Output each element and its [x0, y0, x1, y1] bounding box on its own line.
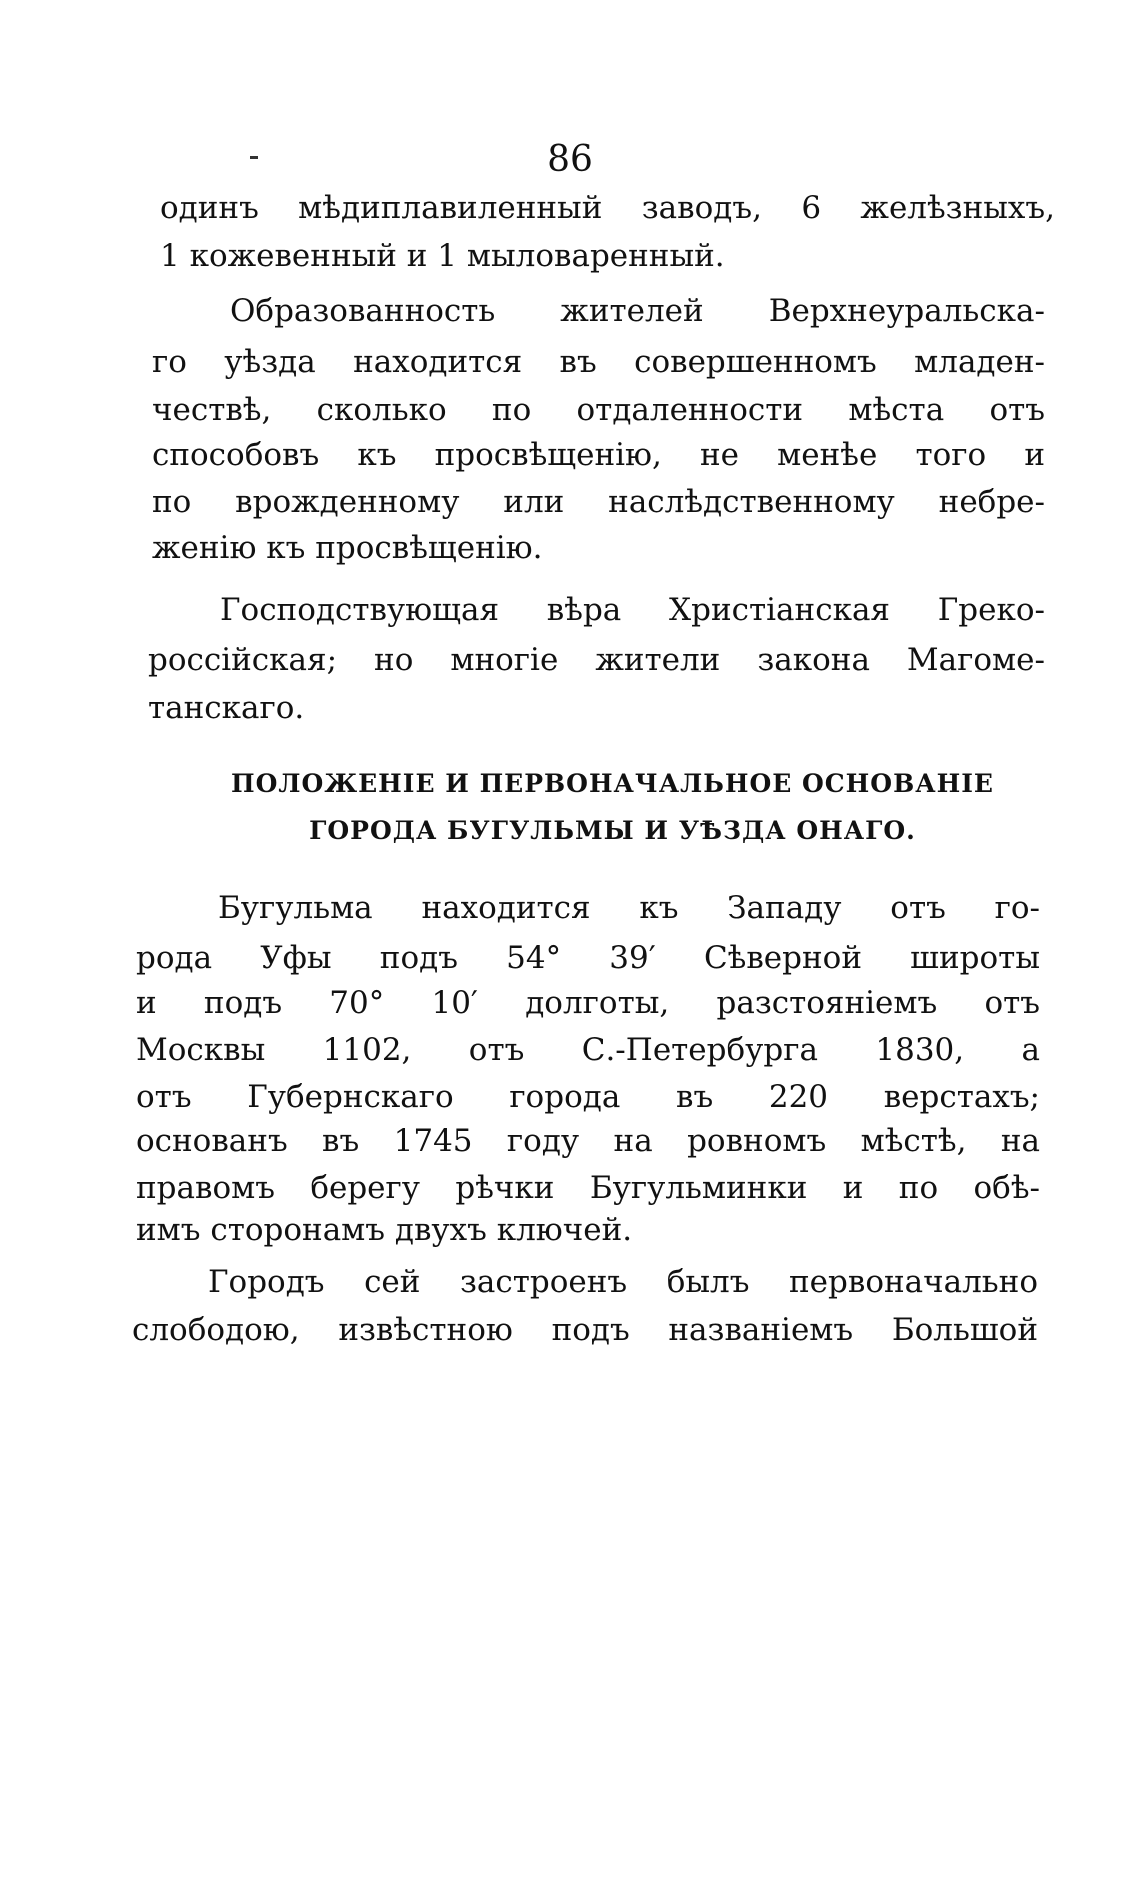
section-heading-line-1: ПОЛОЖЕНІЕ И ПЕРВОНАЧАЛЬНОЕ ОСНОВАНІЕ: [231, 769, 994, 798]
text-line: одинъ мѣдиплавиленный заводъ, 6 желѣзныхъ,: [160, 190, 1055, 226]
text-line: 1 кожевенный и 1 мыловаренный.: [160, 238, 725, 274]
text-line: Господствующая вѣра Христіанская Греко-: [220, 592, 1045, 628]
text-line: имъ сторонамъ двухъ ключей.: [136, 1212, 633, 1248]
text-line: чествѣ, сколько по отдаленности мѣста отъ: [152, 392, 1045, 428]
text-line: слободою, извѣстною подъ названіемъ Большой: [132, 1312, 1038, 1348]
text-line: и подъ 70° 10′ долготы, разстояніемъ отъ: [136, 985, 1040, 1021]
text-line: Москвы 1102, отъ С.-Петербурга 1830, а: [136, 1032, 1040, 1068]
text-line: по врожденному или наслѣдственному небре-: [152, 484, 1045, 520]
text-line: способовъ къ просвѣщенію, не менѣе того и: [152, 437, 1045, 473]
text-line: го уѣзда находится въ совершенномъ младен-: [152, 344, 1045, 380]
text-line: танскаго.: [148, 690, 305, 726]
text-line: Образованность жителей Верхнеуральска-: [230, 293, 1045, 329]
text-line: рода Уфы подъ 54° 39′ Сѣверной широты: [136, 940, 1040, 976]
section-heading-line-2: ГОРОДА БУГУЛЬМЫ И УѢЗДА ОНАГО.: [309, 816, 916, 845]
text-line: женію къ просвѣщенію.: [152, 530, 543, 566]
text-line: отъ Губернскаго города въ 220 верстахъ;: [136, 1079, 1040, 1115]
text-line: Городъ сей застроенъ былъ первоначально: [208, 1264, 1038, 1300]
page-number: 86: [547, 139, 593, 180]
text-line: россійская; но многіе жители закона Магоме-: [148, 642, 1045, 678]
text-line: Бугульма находится къ Западу отъ го-: [218, 890, 1040, 926]
text-line: правомъ берегу рѣчки Бугульминки и по обѣ-: [136, 1170, 1040, 1206]
text-line: основанъ въ 1745 году на ровномъ мѣстѣ, на: [136, 1123, 1040, 1159]
